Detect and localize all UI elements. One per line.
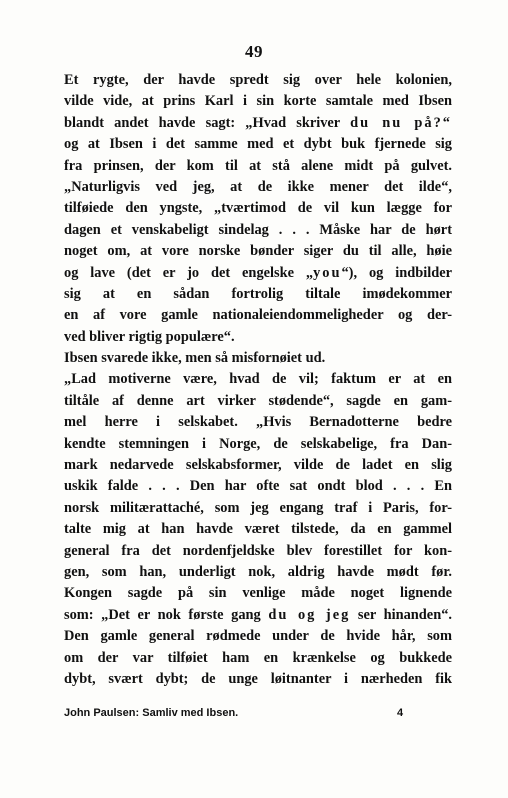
text-line: ved bliver rigtig populære“. <box>64 328 235 345</box>
emphasized-text: you <box>313 264 342 281</box>
text-line: dybt, svært dybt; de unge løitnanter i nærheden fik <box>64 670 452 687</box>
text-line: Den gamle general rødmede under de hvide hår, som <box>64 628 452 645</box>
text-fragment: og lave (det er jo det engelske „ <box>64 264 314 281</box>
text-fragment: som: „Det er nok første gang <box>64 606 261 623</box>
text-line: mark nedarvede selskabsformer, vilde de ladet en slig <box>64 457 452 474</box>
text-line: kendte stemningen i Norge, de selskabelige, fra Dan- <box>64 435 452 452</box>
text-line: tilføiede den yngste, „tværtimod de vil kun lægge for <box>64 200 452 217</box>
text-line: norsk militærattaché, som jeg engang traf i Paris, for- <box>64 499 452 516</box>
text-line: dagen et venskabeligt sindelag . . . Måske har de hørt <box>64 221 452 238</box>
text-line: tiltåle af denne art virker stødende“, sagde en gam- <box>64 392 452 409</box>
text-line: en af vore gamle nationaleiendommeligheder og der- <box>64 307 452 324</box>
text-line: noget om, at vore norske bønder siger du til alle, høie <box>64 243 452 260</box>
footer-source: John Paulsen: Samliv med Ibsen. <box>64 707 239 719</box>
text-line: „Lad motiverne være, hvad de vil; faktum er at en <box>64 371 452 388</box>
text-line: general fra det nordenfjeldske blev forestillet for kon- <box>64 542 452 559</box>
text-line: Kongen sagde på sin venlige måde noget lignende <box>64 585 452 602</box>
signature-mark: 4 <box>397 707 404 719</box>
text-line: fra prinsen, der kom til at stå alene midt på gulvet. <box>64 157 452 174</box>
text-line: vilde vide, at prins Karl i sin korte samtale med Ibsen <box>64 93 452 110</box>
text-line: „Naturligvis ved jeg, at de ikke mener det ilde“, <box>64 178 452 195</box>
text-fragment: blandt andet havde sagt: „Hvad skriver <box>64 114 340 131</box>
text-line: om der var tilføiet ham en krænkelse og bukkede <box>64 649 452 666</box>
text-line: mel herre i selskabet. „Hvis Bernadotterne bedre <box>64 414 452 431</box>
text-line: uskik falde . . . Den har ofte sat ondt blod . . . En <box>64 478 452 495</box>
text-fragment: “), og indbilder <box>341 264 452 281</box>
emphasized-text: du nu på?“ <box>350 114 452 131</box>
text-line <box>64 113 452 134</box>
text-line: Et rygte, der havde spredt sig over hele kolonien, <box>64 72 452 88</box>
text-line <box>64 605 452 626</box>
body-text <box>64 70 452 690</box>
page-number: 49 <box>245 42 263 61</box>
text-line: sig at en sådan fortrolig tiltale imødekommer <box>64 285 452 302</box>
text-line: gen, som han, underligt nok, aldrig havde mødt før. <box>64 563 452 580</box>
text-fragment: ser hinanden“. <box>357 606 452 623</box>
text-line: Ibsen svarede ikke, men så misfornøiet ud. <box>64 350 326 367</box>
text-line: talte mig at han havde været tilstede, da en gammel <box>64 521 452 538</box>
text-line <box>64 263 452 284</box>
emphasized-text: du og jeg <box>268 606 351 623</box>
text-line: og at Ibsen i det samme med et dybt buk fjernede sig <box>64 136 452 153</box>
